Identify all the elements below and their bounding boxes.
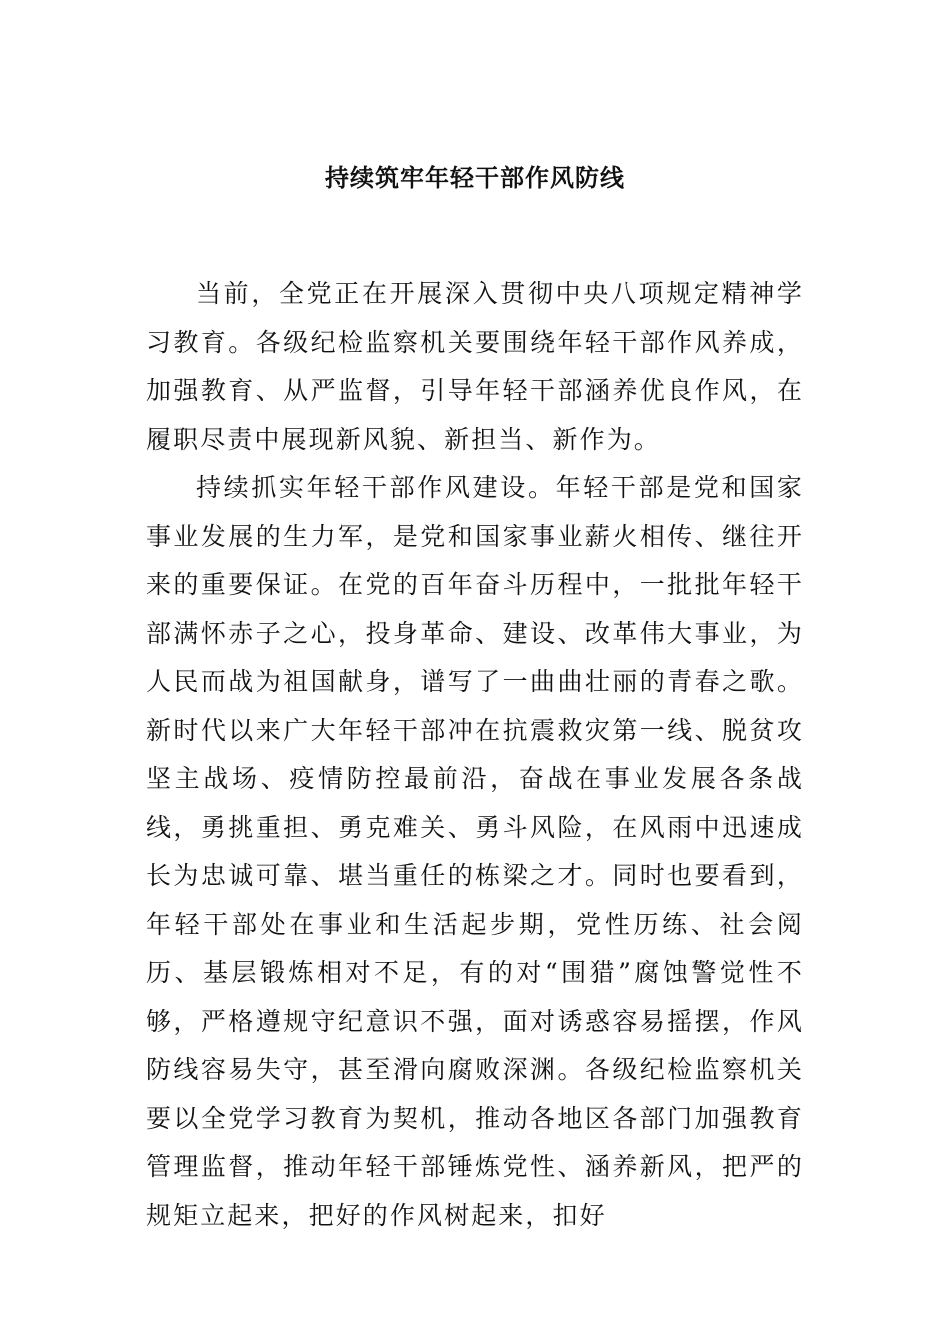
paragraph-1: 当前，全党正在开展深入贯彻中央八项规定精神学习教育。各级纪检监察机关要围绕年轻干部作风养成，加强教育、从严监督，引导年轻干部涵养优良作风，在履职尽责中展现新风貌、新担当、新作为。 — [146, 279, 804, 454]
document-title: 持续筑牢年轻干部作风防线 — [325, 164, 625, 192]
document-body — [146, 270, 804, 1240]
paragraph-2: 持续抓实年轻干部作风建设。年轻干部是党和国家事业发展的生力军，是党和国家事业薪火相传、继往开来的重要保证。在党的百年奋斗历程中，一批批年轻干部满怀赤子之心，投身革命、建设、改革伟大事业，为人民而战为祖国献身，谱写了一曲曲壮丽的青春之歌。新时代以来广大年轻干部冲在抗震救灾第一线、脱贫攻坚主战场、疫情防控最前沿，奋战在事业发展各条战线，勇挑重担、勇克难关、勇斗风险，在风雨中迅速成长为忠诚可靠、堪当重任的栋梁之才。同时也要看到，年轻干部处在事业和生活起步期，党性历练、社会阅历、基层锻炼相对不足，有的对“围猎”腐蚀警觉性不够，严格遵规守纪意识不强，面对诱惑容易摇摆，作风防线容易失守，甚至滑向腐败深渊。各级纪检监察机关要以全党学习教育为契机，推动各地区各部门加强教育管理监督，推动年轻干部锤炼党性、涵养新风，把严的规矩立起来，把好的作风树起来，扣好 — [146, 473, 804, 1230]
